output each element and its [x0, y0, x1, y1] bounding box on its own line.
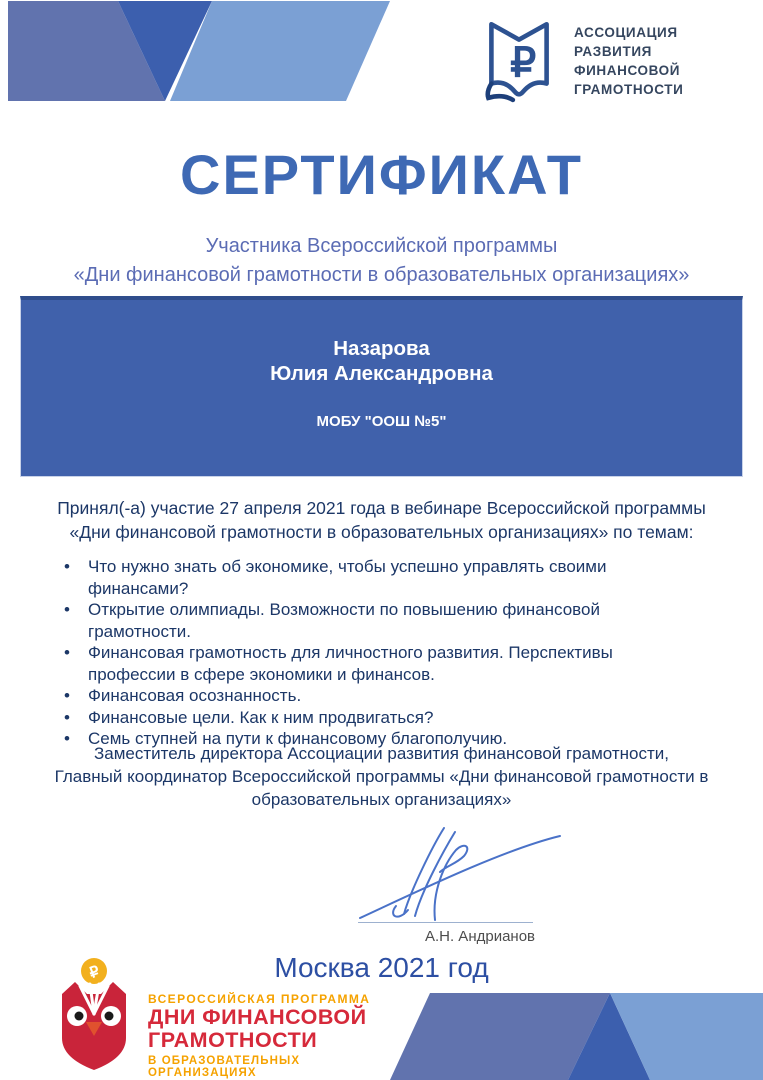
participation-statement-line-2: «Дни финансовой грамотности в образовательных организациях» по темам:: [69, 522, 694, 542]
recipient-banner: [20, 296, 743, 477]
bottom-ribbon-decoration: [388, 993, 763, 1080]
top-ribbon-decoration: [0, 0, 400, 104]
recipient-last-name: Назарова: [333, 337, 430, 360]
signer-role-line-3: образовательных организациях»: [251, 790, 512, 809]
svg-text:₽: ₽: [87, 962, 102, 983]
signer-role-line-1: Заместитель директора Ассоциации развития финансовой грамотности,: [93, 744, 670, 763]
recipient-school: МОБУ "ООШ №5": [316, 413, 447, 430]
topic-item: • Что нужно знать об экономике, чтобы успешно управлять своими финансами?: [88, 556, 692, 599]
owl-mascot-icon: [48, 956, 140, 1074]
topic-item: • Семь ступней на пути к финансовому благополучию.: [88, 728, 692, 750]
recipient-first-middle-name: Юлия Александровна: [270, 362, 493, 385]
certificate-subtitle: [0, 232, 763, 290]
participation-statement-line-1: Принял(-а) участие 27 апреля 2021 года в вебинаре Всероссийской программы: [57, 498, 706, 518]
association-logo: [478, 12, 753, 107]
topic-item: • Открытие олимпиады. Возможности по повышению финансовой грамотности.: [88, 599, 692, 642]
program-logo-line-3: ГРАМОТНОСТИ: [148, 1028, 318, 1052]
signer-role-line-2: Главный координатор Всероссийской программы «Дни финансовой грамотности в: [54, 767, 709, 786]
association-name-line: ФИНАНСОВОЙ: [574, 63, 681, 78]
program-logo-line-2: ДНИ ФИНАНСОВОЙ: [148, 1005, 367, 1029]
signature-line: [358, 922, 533, 923]
program-logo-line-1: ВСЕРОССИЙСКАЯ ПРОГРАММА: [148, 992, 371, 1006]
subtitle-line-1: Участника Всероссийской программы: [205, 235, 558, 257]
open-book-ruble-icon: [478, 12, 560, 104]
signer-name: А.Н. Андрианов: [424, 928, 536, 945]
city-year: Москва 2021 год: [274, 952, 489, 983]
svg-text:₽: ₽: [510, 39, 537, 86]
certificate-title: СЕРТИФИКАТ: [180, 143, 583, 206]
signer-role: [0, 742, 763, 811]
participation-statement: [0, 496, 763, 544]
topic-item: • Финансовые цели. Как к ним продвигаться?: [88, 707, 692, 729]
topic-item: • Финансовая грамотность для личностного развития. Перспективы профессии в сфере экономики и финансов.: [88, 642, 692, 685]
subtitle-line-2: «Дни финансовой грамотности в образовательных организациях»: [73, 264, 690, 286]
recipient-name: [21, 336, 742, 386]
program-logo-text: [148, 992, 408, 1079]
association-name-line: АССОЦИАЦИЯ: [574, 25, 678, 40]
topic-item: • Финансовая осознанность.: [88, 685, 692, 707]
association-name-line: РАЗВИТИЯ: [574, 44, 652, 59]
association-name-line: ГРАМОТНОСТИ: [574, 82, 684, 97]
signature-scribble: [352, 822, 567, 924]
topics-list: [88, 556, 692, 750]
program-logo: [48, 956, 408, 1079]
association-name: [574, 23, 683, 99]
program-logo-line-4: В ОБРАЗОВАТЕЛЬНЫХ ОРГАНИЗАЦИЯХ: [148, 1055, 301, 1079]
